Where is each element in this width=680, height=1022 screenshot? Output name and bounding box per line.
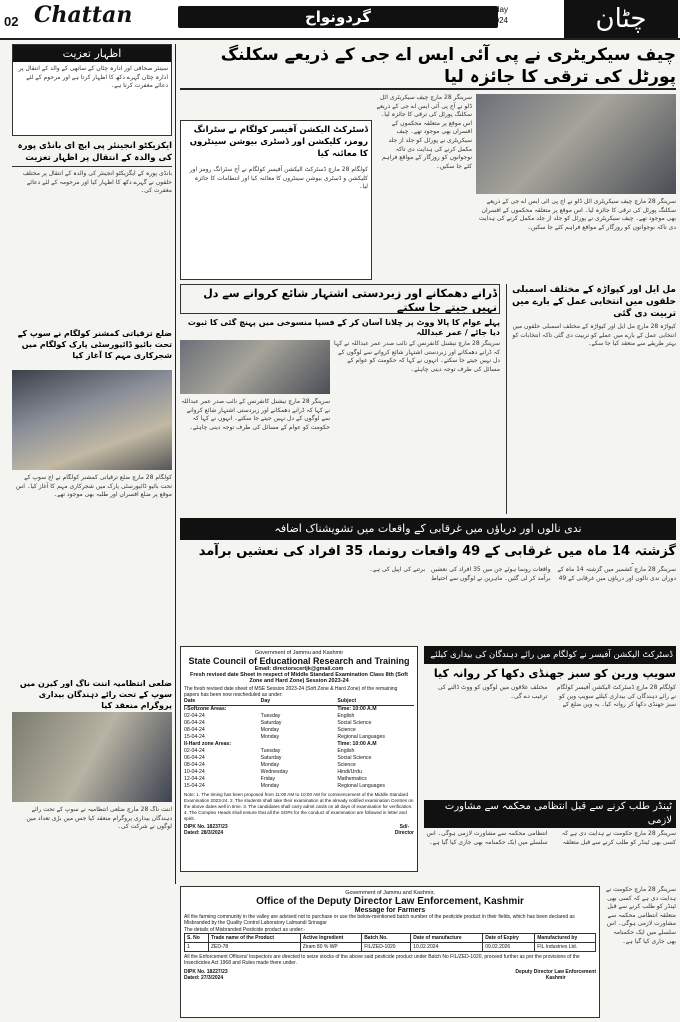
farmers-dated: Dated: 27/3/2024	[184, 974, 224, 981]
condolence-body: سینئر صحافی اور ادارہ چٹان کے ساتھی کے والد کے انتقال پر ادارہ چٹان گہرے دکھ کا اظہار کرتا ہے اور مرحوم کے لئے دعائے مغفرت کرتا ہے۔	[18, 65, 168, 90]
story-left-1-body: بانڈی پورہ کے ایگزیکٹو انجینئر کی والدہ کے انتقال پر مختلف حلقوں نے گہرے دکھ کا اظہار کیا اور مرحومہ کے لئے دعائے مغفرت کی۔	[22, 170, 172, 195]
table-row: 08-04-24 Monday Science	[184, 762, 356, 768]
dc-subhead: سویپ ورین کو سبز جھنڈی دکھا کر روانہ کیا	[433, 667, 676, 680]
condolence-title: اظہار تعزیت	[13, 45, 171, 62]
photo-plantation	[12, 370, 172, 470]
scert-gov: Government of Jammu and Kashmir	[254, 650, 344, 656]
scert-table	[184, 698, 414, 790]
day-label: Friday	[485, 5, 508, 14]
page-number: 02	[4, 14, 19, 29]
farmers-body: All the farming community in the valley are advised not to purchase or use the below-mentioned batch number of the pesticide product in their fields, which has been declared as Misbranded by the Quality Control Laboratory Lalmandi Srinagar	[184, 914, 575, 927]
drowning-banner: ندی نالوں اور دریاؤں میں غرقابی کے واقعات میں تشویشناک اضافہ	[180, 518, 676, 540]
date-label: 29-March-2024	[453, 16, 508, 25]
sub-story-headline: ڈسٹرکٹ الیکشن آفیسر کولگام نے سٹرانگ رومز، کلیکشن اور ڈسٹری بیوشن سینٹروں کا معائنہ کیا	[189, 125, 368, 159]
farmers-sub: Message for Farmers	[354, 907, 426, 914]
table-row: 02-04-24 Tuesday English	[184, 713, 355, 719]
scert-org: State Council of Educational Research and Training	[188, 656, 410, 666]
story-left-2-head	[12, 328, 172, 368]
brand-name: Chattan	[34, 2, 133, 28]
drowning-body: سرینگر 28 مارچ کشمیر میں گزشتہ 14 ماہ کے دوران ندی نالوں اور دریاؤں میں غرقابی کے 49 واقعات رونما ہوئے جن میں 35 افراد کی نعشیں برآمد کر لی گئیں۔ ماہرین نے لوگوں سے احتیاط برتنے کی اپیل کی ہے۔	[369, 566, 676, 582]
section-title: گردونواح	[178, 6, 498, 28]
dc-body: کولگام 28 مارچ ڈسٹرکٹ الیکشن آفیسر کولگام نے رائے دہندگان کی بیداری کیلئے سویپ وین کو سبز جھنڈی دکھا کر روانہ کیا۔ یہ وین ضلع کے مختلف علاقوں میں لوگوں کو ووٹ ڈالنے کی ترغیب دے گی۔	[437, 684, 676, 709]
farmers-signer: Deputy Director Law Enforcement	[515, 968, 596, 975]
farmers-org: Office of the Deputy Director Law Enforcement, Kashmir	[256, 896, 524, 907]
scert-signer: Director	[394, 830, 414, 836]
scert-col-day: Day	[260, 698, 271, 704]
scert-notice	[180, 646, 418, 872]
lead-body-continued: سرینگر 28 مارچ چیف سیکریٹری اٹل ڈلو نے آج پی آئی ایس اے جی کے ذریعے سکلنگ پورٹل کی ترقی کا جائزہ لیا۔ اس موقع پر متعلقہ محکموں کے افسران بھی موجود تھے۔ چیف سیکریٹری نے پورٹل کو جلد از جلد مکمل کرنے کی ہدایت دی تاکہ نوجوانوں کو روزگار کے مواقع فراہم کئے جا سکیں۔	[376, 94, 472, 170]
farmers-signer-place: Kashmir	[545, 974, 566, 981]
photo-awareness	[12, 712, 172, 802]
logo: چٹان	[564, 0, 678, 38]
dc-headline: ڈسٹرکٹ الیکشن آفیسر نے کولگام میں رائے دہندگان کی بیداری کیلئے	[424, 646, 676, 664]
story-left-1	[12, 140, 172, 325]
scert-col-date: Date	[184, 698, 196, 704]
scert-intro: The fresh revised date sheet of MSE Session 2023-24 (Soft Zone & Hard Zone) of the remaining papers has been now rescheduled as under:	[184, 686, 398, 698]
farmers-table: S. No Trade name of the Product Active Ingredient Batch No. Date of manufacture Date of Expiry Manufactured by 1 ZED-78 Ziram 80 % WP FIL/ZED-1020 10.02.2024 09.02.2026 FIL Industries Ltd.	[184, 933, 596, 952]
condolence-box	[12, 44, 172, 136]
story-left-2-headline: ضلع ترقیاتی کمشنر کولگام نے سوپ کے تحت بائیو ڈائیورسٹی پارک کولگام میں شجرکاری مہم کا آغاز کیا	[17, 329, 172, 360]
scert-hard-time: Time: 10:00 A.M	[337, 741, 377, 747]
scert-email: Email: directorscertjk@gmail.com	[254, 666, 344, 672]
mid-headline: ڈرانے دھمکانے اور زبردستی اشتہار شائع کروانے سے دل نہیں جیتے جا سکتے	[180, 284, 500, 314]
mid-body: سرینگر 28 مارچ نیشنل کانفرنس کے نائب صدر عمر عبداللہ نے کہا کہ ڈرانے دھمکانے اور زبردستی اشتہار شائع کروانے سے لوگوں کے دل نہیں جیتے جا سکتے۔ انہوں نے کہا کہ حکومت کو عوام کے مسائل کی طرف توجہ دینی چاہئے۔	[334, 340, 500, 373]
farmers-dipk: DIPK No. 18227/23	[184, 968, 228, 975]
farmers-notice	[180, 886, 600, 1018]
story-left-2-body: کولگام 28 مارچ ضلع ترقیاتی کمشنر کولگام نے آج سوپ کے تحت بائیو ڈائیورسٹی پارک میں شجرکاری مہم کا آغاز کیا۔ اس موقع پر ضلع افسران اور طلبہ بھی موجود تھے۔	[15, 474, 172, 499]
table-row: 02-04-24 Tuesday English	[184, 748, 355, 754]
masthead	[0, 0, 680, 40]
scert-sub: Fresh revised date Sheet in respect of Middle Standard Examination Class 8th (Soft Zone and Hard Zone) Session 2023-24	[190, 672, 408, 684]
sub-story-box	[180, 120, 372, 280]
farmers-enforce: All the Enforcement Officers/ Inspectors are directed to seize stocks of the above said pesticide product under Batch No FIL/ZED-1020, proceed further as per the provisions of the Insecticides Act 1968 and Rules made there under.	[184, 953, 580, 967]
scert-soft-label: I-Softzone Areas:	[184, 706, 227, 712]
scert-hard-label: II-Hard zone Areas:	[184, 741, 232, 747]
story-left-3-head	[12, 678, 172, 710]
farmers-details-label: The details of Misbranded Pesticide product as under:-	[184, 926, 306, 933]
table-row: 12-04-24 Friday Mathematics	[184, 776, 367, 782]
lead-body: سرینگر 28 مارچ چیف سیکریٹری اٹل ڈلو نے آج پی آئی ایس اے جی کے ذریعے سکلنگ پورٹل کی ترقی کا جائزہ لیا۔ اس موقع پر متعلقہ محکموں کے افسران بھی موجود تھے۔ چیف سیکریٹری نے پورٹل کو جلد از جلد مکمل کرنے کی ہدایت دی تاکہ نوجوانوں کو روزگار کے مواقع فراہم کئے جا سکیں۔	[479, 198, 676, 231]
scert-dated: Dated: 28/3/2024	[184, 830, 224, 836]
table-row: 10-04-24 Wednesday Hindi/Urdu	[184, 769, 362, 775]
drowning-headline: گزشتہ 14 ماہ میں غرقابی کے 49 واقعات رونما، 35 افراد کی نعشیں برآمد	[198, 544, 676, 559]
mid-body-left: سرینگر 28 مارچ نیشنل کانفرنس کے نائب صدر عمر عبداللہ نے کہا کہ ڈرانے دھمکانے اور زبردستی اشتہار شائع کروانے سے لوگوں کے دل نہیں جیتے جا سکتے۔ انہوں نے کہا کہ حکومت کو عوام کے مسائل کی طرف توجہ دینی چاہئے۔	[181, 398, 330, 431]
right-story	[506, 284, 676, 514]
scert-dipk: DIPK No. 18237/23	[184, 824, 228, 830]
right-story-body: کپواڑہ 28 مارچ مل ایل اور کپواڑہ کے مختلف اسمبلی حلقوں میں انتخابی عمل کے بارے میں عملے کو تربیت دی گئی تاکہ انتخابات کو بہتر طریقے سے منعقد کیا جا سکے۔	[512, 323, 676, 348]
dateline	[438, 4, 508, 26]
scert-sign: Sd/-	[399, 824, 410, 830]
mid-subhead: پہلے عوام کا پالا ووٹ پر چلانا آسان کر کے فسپا منسوخی میں پہنچ گئی کا ثبوت دیا جائے / عمر عبداللہ	[187, 318, 500, 337]
table-row: 06-04-24 Saturday Social Science	[184, 720, 372, 726]
table-row: 1 ZED-78 Ziram 80 % WP FIL/ZED-1020 10.02.2024 09.02.2026 FIL Industries Ltd.	[185, 942, 596, 951]
lead-headline: چیف سیکریٹری نے پی آئی ایس اے جی کے ذریعے سکلنگ پورٹل کی ترقی کا جائزہ لیا	[180, 44, 676, 90]
table-row: 06-04-24 Saturday Social Science	[184, 755, 372, 761]
tender-body: سرینگر 28 مارچ حکومت نے ہدایت دی ہے کہ کسی بھی ٹینڈر کو طلب کرنے سے قبل متعلقہ انتظامی محکمہ سے مشاورت لازمی ہوگی۔ اس سلسلے میں ایک حکمنامہ بھی جاری کیا گیا ہے۔	[426, 830, 676, 846]
table-row: 15-04-24 Monday Regional Languages	[184, 734, 385, 740]
photo-lead-meeting	[476, 94, 676, 194]
table-row: 15-04-24 Monday Regional Languages	[184, 783, 385, 789]
scert-notes: Note: 1. The timing has been proposed from 11:00 AM to 10:00 AM for commencement of the Middle Standard Examination 2023-24. 2. The students shall take their examination at the already notified examination Centres on the above dates well in time. 3. The candidates shall carry admit cards on all days of examination for verification. 4. The Complex Heads shall ensure that all the SOPs for the conduct of examination are followed in letter and spirit.	[184, 792, 414, 821]
right-story-headline: مل ایل اور کپواڑہ کے مختلف اسمبلی حلقوں میں انتخابی عمل کے بارے میں تربیت دی گئی	[512, 285, 676, 319]
table-row: 08-04-24 Monday Science	[184, 727, 356, 733]
scert-col-subject: Subject	[337, 698, 357, 704]
farmers-gov: Government of Jammu and Kashmir,	[345, 890, 435, 896]
dc-story	[424, 646, 676, 796]
scert-soft-time: Time: 10:00 A.M	[337, 706, 377, 712]
story-left-3-body: اننت ناگ 28 مارچ ضلعی انتظامیہ نے سوپ کے تحت رائے دہندگان بیداری پروگرام منعقد کیا جس میں بڑی تعداد میں لوگوں نے شرکت کی۔	[26, 806, 172, 831]
sub-story-body: کولگام 28 مارچ ڈسٹرکٹ الیکشن آفیسر کولگام نے آج سٹرانگ رومز اور کلیکشن و ڈسٹری بیوشن سینٹروں کا معائنہ کیا اور انتظامات کا جائزہ لیا۔	[189, 166, 368, 191]
photo-omar	[180, 340, 330, 394]
story-left-3-headline: ضلعی انتظامیہ اننت ناگ اور کیرن میں سوپ کے تحت رائے دہندگان بیداری پروگرام منعقد کیا	[19, 679, 172, 710]
tender-headline: ٹینڈر طلب کرنے سے قبل انتظامی محکمہ سے مشاورت لازمی	[424, 800, 676, 828]
tender-body-continued: سرینگر 28 مارچ حکومت نے ہدایت دی ہے کہ کسی بھی ٹینڈر کو طلب کرنے سے قبل متعلقہ انتظامی محکمہ سے مشاورت لازمی ہوگی۔ اس سلسلے میں ایک حکمنامہ بھی جاری کیا گیا ہے۔	[606, 886, 676, 945]
column-divider	[175, 44, 176, 884]
story-left-1-headline: ایکزیکٹو انجینئر پی ایچ ای بانڈی پورہ کی والدہ کے انتقال پر اظہار تعزیت	[12, 140, 172, 167]
